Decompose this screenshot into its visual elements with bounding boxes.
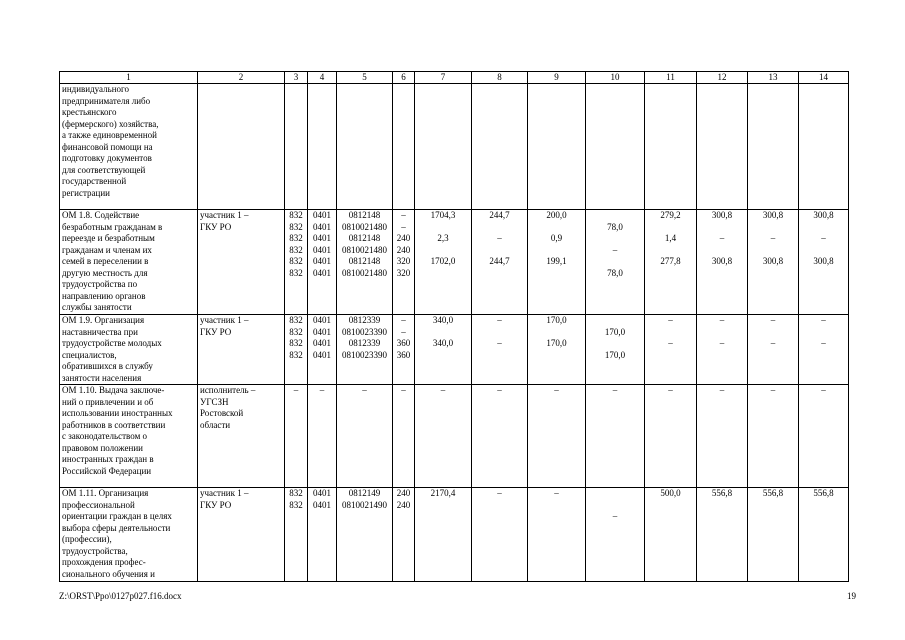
- section-code-cell: [308, 210, 337, 315]
- cell-line: прохождения профес-: [62, 557, 146, 567]
- cell-line: 200,0: [546, 210, 567, 220]
- year-value-cell: [472, 210, 528, 315]
- executor-cell: [198, 84, 285, 210]
- cell-line: [699, 222, 745, 234]
- cell-line: [750, 327, 796, 339]
- cell-line: [647, 245, 694, 257]
- year-value-cell: [799, 315, 849, 385]
- section-code-cell: [308, 488, 337, 582]
- cell-line: другую местность для: [62, 267, 148, 278]
- cell-line: трудоустройства по: [62, 279, 138, 289]
- cell-line: –: [497, 315, 502, 325]
- measure-name-cell: [60, 488, 198, 582]
- cell-line: [588, 315, 642, 327]
- cell-line: выбора сферы деятельности: [62, 522, 171, 533]
- cell-line: службы занятости: [62, 302, 132, 312]
- year-value-cell: [697, 315, 748, 385]
- cell-line: –: [401, 210, 406, 220]
- cell-line: занятости населения: [62, 372, 142, 383]
- cell-line: ОМ 1.10. Выдача заключе-: [62, 385, 165, 395]
- gov-code-cell: [285, 385, 308, 488]
- target-code-cell: [337, 210, 393, 315]
- cell-line: 300,8: [711, 210, 733, 220]
- measure-name-cell: [60, 210, 198, 315]
- cell-line: [801, 245, 846, 257]
- cell-line: 277,8: [660, 256, 681, 266]
- cell-line: предпринимателя либо: [62, 95, 151, 106]
- cell-line: –: [401, 315, 406, 325]
- cell-line: [588, 338, 642, 350]
- year-value-cell: [586, 315, 645, 385]
- cell-line: –: [497, 233, 502, 243]
- year-value-cell: [528, 315, 586, 385]
- column-header: 8: [472, 72, 528, 84]
- cell-line: 340,0: [432, 338, 454, 348]
- cell-line: [750, 222, 796, 234]
- column-header: 9: [528, 72, 586, 84]
- cell-line: 0812339: [348, 338, 381, 348]
- cell-line: [530, 245, 583, 257]
- cell-line: 300,8: [813, 210, 834, 220]
- cell-line: 556,8: [813, 488, 834, 498]
- cell-line: участник 1 –: [200, 210, 249, 220]
- cell-line: иностранных граждан в: [62, 454, 154, 464]
- cell-line: 556,8: [762, 488, 784, 498]
- cell-line: финансовой помощи на: [62, 141, 153, 152]
- year-value-cell: [472, 385, 528, 488]
- cell-line: УГСЗН: [200, 396, 229, 407]
- column-header: 13: [748, 72, 799, 84]
- table-row: [60, 488, 849, 582]
- cell-line: 0401: [313, 210, 331, 220]
- cell-line: –: [821, 315, 826, 325]
- cell-line: 360: [396, 338, 411, 348]
- cell-line: –: [719, 315, 725, 325]
- cell-line: 0401: [313, 244, 331, 255]
- cell-line: –: [770, 338, 776, 348]
- cell-line: –: [719, 233, 725, 243]
- expense-type-cell: [393, 488, 415, 582]
- cell-line: –: [497, 338, 502, 348]
- section-code-cell: [308, 315, 337, 385]
- cell-line: 300,8: [762, 256, 784, 266]
- table-row: [60, 84, 849, 210]
- cell-line: 2170,4: [430, 488, 456, 498]
- cell-line: 1704,3: [430, 210, 456, 220]
- column-header: 5: [337, 72, 393, 84]
- cell-line: ний о привлечении и об: [62, 396, 154, 407]
- expense-type-cell: [393, 315, 415, 385]
- total-value-cell: [415, 84, 472, 210]
- cell-line: [474, 327, 525, 339]
- executor-cell: [198, 488, 285, 582]
- year-value-cell: [645, 315, 697, 385]
- cell-line: 0401: [313, 338, 331, 348]
- cell-line: 244,7: [489, 256, 510, 266]
- cell-line: 78,0: [607, 221, 623, 232]
- cell-line: –: [401, 221, 406, 232]
- year-value-cell: [586, 488, 645, 582]
- gov-code-cell: [285, 488, 308, 582]
- cell-line: 170,0: [546, 315, 567, 325]
- cell-line: 832: [289, 233, 303, 243]
- cell-line: –: [497, 488, 502, 498]
- cell-line: 300,8: [762, 210, 784, 220]
- column-header: 11: [645, 72, 697, 84]
- section-code-cell: [308, 385, 337, 488]
- cell-line: [530, 327, 583, 339]
- cell-line: –: [668, 385, 673, 395]
- cell-line: а также единовременной: [62, 130, 157, 140]
- column-header: 12: [697, 72, 748, 84]
- cell-line: –: [554, 488, 559, 498]
- cell-line: –: [554, 385, 559, 395]
- cell-line: (профессии),: [62, 534, 112, 544]
- cell-line: направлению органов: [62, 290, 146, 301]
- cell-line: –: [612, 385, 618, 395]
- cell-line: 0401: [313, 256, 331, 266]
- cell-line: ориентации граждан в целях: [62, 511, 172, 521]
- cell-line: 832: [289, 488, 303, 498]
- cell-line: ОМ 1.9. Организация: [62, 315, 145, 325]
- year-value-cell: [697, 385, 748, 488]
- cell-line: 0401: [313, 488, 331, 498]
- column-header: 2: [198, 72, 285, 84]
- year-value-cell: [697, 488, 748, 582]
- cell-line: –: [440, 385, 446, 395]
- total-value-cell: [415, 488, 472, 582]
- cell-line: 0810021480: [342, 244, 387, 255]
- year-value-cell: [472, 84, 528, 210]
- cell-line: –: [612, 244, 618, 255]
- cell-line: [417, 222, 469, 234]
- cell-line: 240: [396, 488, 411, 498]
- cell-line: –: [821, 385, 826, 395]
- measure-name-cell: [60, 84, 198, 210]
- cell-line: государственной: [62, 176, 127, 186]
- column-header: 7: [415, 72, 472, 84]
- cell-line: 240: [396, 499, 411, 510]
- cell-line: 320: [396, 267, 411, 278]
- total-value-cell: [415, 210, 472, 315]
- column-header: 3: [285, 72, 308, 84]
- cell-line: семей в переселении в: [62, 256, 149, 266]
- column-number-row: [60, 72, 849, 84]
- cell-line: 500,0: [660, 488, 681, 498]
- budget-table: [59, 71, 849, 582]
- cell-line: обратившихся в службу: [62, 361, 153, 371]
- year-value-cell: [799, 385, 849, 488]
- cell-line: 0401: [313, 267, 331, 278]
- cell-line: [474, 222, 525, 234]
- executor-cell: [198, 210, 285, 315]
- gov-code-cell: [285, 210, 308, 315]
- cell-line: –: [821, 233, 826, 243]
- cell-line: 832: [289, 267, 303, 278]
- cell-line: трудоустройства,: [62, 545, 128, 556]
- cell-line: правовом положении: [62, 442, 143, 453]
- cell-line: –: [719, 338, 725, 348]
- cell-line: –: [719, 385, 725, 395]
- cell-line: 0401: [313, 315, 331, 325]
- cell-line: 244,7: [489, 210, 510, 220]
- year-value-cell: [748, 210, 799, 315]
- cell-line: 0401: [313, 221, 331, 232]
- cell-line: 0401: [313, 233, 331, 243]
- cell-line: 0812148: [348, 233, 381, 243]
- cell-line: (фермерского) хозяйства,: [62, 118, 159, 129]
- cell-line: 0810023390: [342, 326, 387, 337]
- cell-line: 0812148: [348, 210, 381, 220]
- gov-code-cell: [285, 315, 308, 385]
- year-value-cell: [586, 84, 645, 210]
- year-value-cell: [586, 210, 645, 315]
- executor-cell: [198, 315, 285, 385]
- cell-line: 832: [289, 349, 303, 360]
- cell-line: 832: [289, 210, 303, 220]
- cell-line: 832: [289, 338, 303, 348]
- cell-line: –: [821, 338, 826, 348]
- column-header: 1: [60, 72, 198, 84]
- cell-line: 2,3: [437, 233, 449, 243]
- cell-line: 0810021480: [342, 267, 387, 278]
- year-value-cell: [748, 84, 799, 210]
- cell-line: наставничества при: [62, 326, 138, 337]
- cell-line: –: [770, 315, 776, 325]
- cell-line: [417, 245, 469, 257]
- cell-line: гражданам и членам их: [62, 244, 152, 255]
- year-value-cell: [528, 488, 586, 582]
- cell-line: –: [401, 385, 406, 395]
- cell-line: 360: [396, 349, 411, 360]
- cell-line: 78,0: [607, 267, 623, 278]
- expense-type-cell: [393, 84, 415, 210]
- section-code-cell: [308, 84, 337, 210]
- cell-line: [750, 245, 796, 257]
- target-code-cell: [337, 315, 393, 385]
- cell-line: [699, 245, 745, 257]
- cell-line: 300,8: [711, 256, 733, 266]
- year-value-cell: [645, 210, 697, 315]
- cell-line: 240: [396, 233, 411, 243]
- year-value-cell: [472, 488, 528, 582]
- year-value-cell: [586, 385, 645, 488]
- cell-line: –: [293, 385, 299, 395]
- cell-line: 300,8: [813, 256, 834, 266]
- cell-line: 832: [289, 326, 303, 337]
- cell-line: 0401: [313, 349, 331, 360]
- cell-line: [474, 245, 525, 257]
- cell-line: крестьянского: [62, 107, 117, 117]
- cell-line: ГКУ РО: [200, 499, 232, 510]
- year-value-cell: [799, 488, 849, 582]
- cell-line: 240: [396, 244, 411, 255]
- cell-line: [588, 488, 642, 500]
- cell-line: [647, 327, 694, 339]
- cell-line: области: [200, 419, 231, 430]
- file-path: Z:\ORST\Ppo\0127p027.f16.docx: [59, 591, 182, 601]
- cell-line: индивидуального: [62, 84, 130, 94]
- cell-line: работников в соответствии: [62, 419, 166, 430]
- executor-cell: [198, 385, 285, 488]
- cell-line: [588, 500, 642, 512]
- cell-line: 0812148: [348, 256, 381, 266]
- cell-line: [530, 222, 583, 234]
- cell-line: –: [401, 326, 406, 337]
- cell-line: [699, 327, 745, 339]
- year-value-cell: [799, 84, 849, 210]
- cell-line: трудоустройстве молодых: [62, 338, 162, 348]
- cell-line: 0810023390: [342, 349, 387, 360]
- year-value-cell: [645, 84, 697, 210]
- year-value-cell: [645, 385, 697, 488]
- cell-line: [801, 327, 846, 339]
- cell-line: –: [497, 385, 502, 395]
- measure-name-cell: [60, 385, 198, 488]
- column-header: 10: [586, 72, 645, 84]
- gov-code-cell: [285, 84, 308, 210]
- cell-line: 170,0: [604, 326, 626, 337]
- cell-line: 170,0: [604, 349, 626, 360]
- cell-line: подготовку документов: [62, 153, 152, 163]
- year-value-cell: [748, 385, 799, 488]
- cell-line: для соответствующей: [62, 164, 146, 175]
- year-value-cell: [697, 84, 748, 210]
- page-number: 19: [847, 591, 856, 601]
- cell-line: исполнитель –: [200, 385, 256, 395]
- year-value-cell: [528, 210, 586, 315]
- cell-line: ГКУ РО: [200, 326, 232, 337]
- cell-line: ГКУ РО: [200, 221, 232, 232]
- expense-type-cell: [393, 385, 415, 488]
- cell-line: ОМ 1.11. Организация: [62, 488, 149, 498]
- cell-line: –: [319, 385, 325, 395]
- year-value-cell: [472, 315, 528, 385]
- cell-line: 0812339: [348, 315, 381, 325]
- cell-line: 832: [289, 221, 303, 232]
- cell-line: Российской Федерации: [62, 465, 152, 476]
- table-row: [60, 210, 849, 315]
- cell-line: ОМ 1.8. Содействие: [62, 210, 140, 220]
- year-value-cell: [645, 488, 697, 582]
- target-code-cell: [337, 385, 393, 488]
- column-header: 6: [393, 72, 415, 84]
- cell-line: сионального обучения и: [62, 568, 155, 579]
- cell-line: 170,0: [546, 338, 567, 348]
- year-value-cell: [528, 84, 586, 210]
- cell-line: –: [362, 385, 367, 395]
- cell-line: –: [612, 511, 618, 521]
- cell-line: [588, 256, 642, 268]
- cell-line: безработным гражданам в: [62, 221, 163, 232]
- year-value-cell: [748, 488, 799, 582]
- cell-line: 832: [289, 244, 303, 255]
- cell-line: 340,0: [432, 315, 454, 325]
- cell-line: участник 1 –: [200, 315, 249, 325]
- cell-line: использовании иностранных: [62, 408, 173, 418]
- cell-line: [588, 210, 642, 222]
- year-value-cell: [697, 210, 748, 315]
- year-value-cell: [528, 385, 586, 488]
- expense-type-cell: [393, 210, 415, 315]
- table-row: [60, 315, 849, 385]
- cell-line: Ростовской: [200, 408, 244, 418]
- cell-line: [588, 233, 642, 245]
- cell-line: 0401: [313, 326, 331, 337]
- cell-line: –: [770, 385, 776, 395]
- cell-line: специалистов,: [62, 349, 117, 360]
- cell-line: участник 1 –: [200, 488, 249, 498]
- column-header: 14: [799, 72, 849, 84]
- cell-line: 1702,0: [430, 256, 456, 266]
- year-value-cell: [748, 315, 799, 385]
- cell-line: –: [668, 338, 673, 348]
- measure-name-cell: [60, 315, 198, 385]
- cell-line: 832: [289, 315, 303, 325]
- total-value-cell: [415, 385, 472, 488]
- cell-line: 0810021480: [342, 221, 387, 232]
- cell-line: 832: [289, 499, 303, 510]
- cell-line: [647, 222, 694, 234]
- year-value-cell: [799, 210, 849, 315]
- target-code-cell: [337, 84, 393, 210]
- cell-line: 0810021490: [342, 499, 387, 510]
- cell-line: с законодательством о: [62, 431, 148, 441]
- cell-line: 199,1: [546, 256, 567, 266]
- cell-line: 0401: [313, 499, 331, 510]
- cell-line: 832: [289, 256, 303, 266]
- cell-line: 556,8: [711, 488, 733, 498]
- cell-line: 0,9: [550, 233, 563, 243]
- cell-line: 1,4: [664, 233, 677, 243]
- total-value-cell: [415, 315, 472, 385]
- cell-line: переезде и безработным: [62, 233, 155, 243]
- cell-line: [801, 222, 846, 234]
- target-code-cell: [337, 488, 393, 582]
- cell-line: регистрации: [62, 187, 110, 198]
- cell-line: профессиональной: [62, 499, 135, 510]
- cell-line: –: [770, 233, 776, 243]
- column-header: 4: [308, 72, 337, 84]
- cell-line: 320: [396, 256, 411, 266]
- cell-line: 279,2: [660, 210, 681, 220]
- table-row: [60, 385, 849, 488]
- cell-line: 0812149: [348, 488, 381, 498]
- cell-line: [417, 327, 469, 339]
- cell-line: –: [668, 315, 673, 325]
